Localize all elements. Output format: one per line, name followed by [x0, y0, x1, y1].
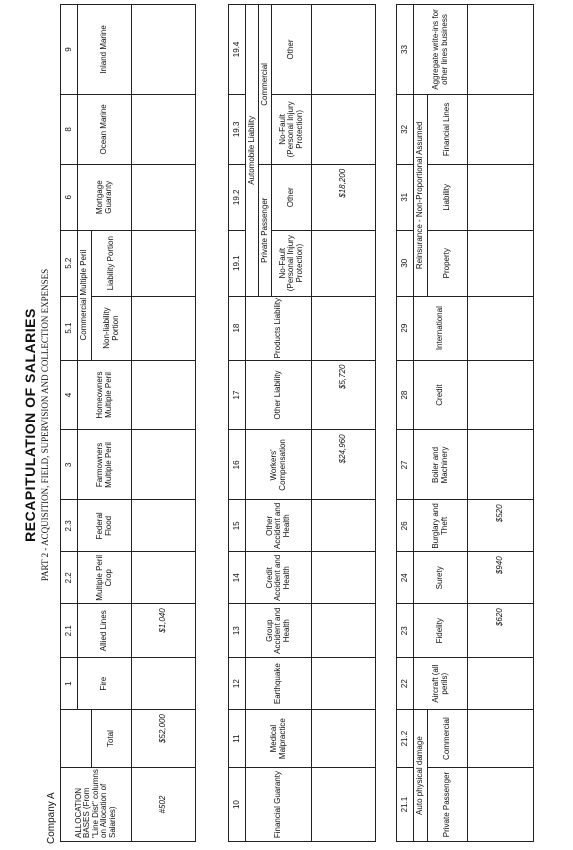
- products-liability-header: Products Liability: [246, 296, 312, 360]
- other-ah-header: Other Accident and Health: [246, 500, 312, 552]
- line-num: 24: [397, 552, 414, 604]
- other-liability-header: Other Liability: [246, 360, 312, 430]
- aircraft-header: Aircraft (all perils): [414, 658, 468, 710]
- commercial-header: Commercial: [259, 5, 272, 165]
- total-value: $52,000: [132, 710, 196, 768]
- line-num: 19.2: [229, 164, 246, 230]
- line-num: 11: [229, 710, 246, 768]
- cell: [468, 230, 534, 296]
- table-row: [468, 5, 534, 842]
- ocean-marine-header: Ocean Marine: [78, 94, 132, 164]
- cell: [312, 552, 376, 604]
- allocation-bases-header: ALLOCATION BASES (From "Line Dist" columns on Allocation of Salaries): [61, 768, 132, 842]
- line-num: 17: [229, 360, 246, 430]
- line-num: 13: [229, 604, 246, 658]
- no-fault-header: No-Fault (Personal Injury Protection): [272, 94, 312, 164]
- line-num: 2.1: [61, 604, 78, 658]
- line-num: 2.3: [61, 500, 78, 552]
- cell: [312, 710, 376, 768]
- medical-malpractice-header: Medical Malpractice: [246, 710, 312, 768]
- allied-lines-header: Allied Lines: [78, 604, 132, 658]
- cell: [132, 430, 196, 500]
- financial-lines-header: Financial Lines: [428, 94, 468, 164]
- cell: [312, 768, 376, 842]
- private-passenger-header: Private Passenger: [259, 164, 272, 296]
- line-num: 1: [61, 658, 78, 710]
- line-num: 5.1: [61, 296, 78, 360]
- mp-crop-header: Multiple Peril Crop: [78, 552, 132, 604]
- allied-value: $1,040: [132, 604, 196, 658]
- line-num: 5.2: [61, 230, 78, 296]
- aggregate-header: Aggregate write-ins for other lines business: [414, 5, 468, 95]
- international-header: International: [414, 296, 468, 360]
- total-header-blank: [61, 710, 92, 768]
- private-passenger-header: Private Passenger: [428, 768, 468, 842]
- group-ah-header: Group Accident and Health: [246, 604, 312, 658]
- cell: [312, 94, 376, 164]
- other-value: $18,200: [312, 164, 376, 230]
- line-num: 19.3: [229, 94, 246, 164]
- workers-comp-header: Workers' Compensation: [246, 430, 312, 500]
- liability-portion-header: Liability Portion: [92, 230, 132, 296]
- line-num: 31: [397, 164, 414, 230]
- cell: [132, 5, 196, 95]
- line-num: 19.4: [229, 5, 246, 95]
- property-header: Property: [428, 230, 468, 296]
- table-row: [246, 5, 259, 842]
- line-num: 21.1: [397, 768, 414, 842]
- cell: [312, 658, 376, 710]
- cell: [132, 164, 196, 230]
- line-num: 32: [397, 94, 414, 164]
- cell: [468, 360, 534, 430]
- credit-header: Credit: [414, 360, 468, 430]
- cell: [468, 164, 534, 230]
- liability-header: Liability: [428, 164, 468, 230]
- cell: [468, 5, 534, 95]
- cell: [468, 710, 534, 768]
- line-num: 15: [229, 500, 246, 552]
- line-num: 2.2: [61, 552, 78, 604]
- line-num: 4: [61, 360, 78, 430]
- other-header: Other: [272, 164, 312, 230]
- no-fault-header: No-Fault (Personal Injury Protection): [272, 230, 312, 296]
- homeowners-header: Homeowners Multiple Peril: [78, 360, 132, 430]
- auto-liability-header: Automobile Liability: [246, 5, 259, 297]
- line-num: 33: [397, 5, 414, 95]
- cell: [132, 552, 196, 604]
- table-row: [397, 5, 414, 842]
- table-lines-1: [60, 4, 196, 842]
- farmowners-header: Farmowners Multiple Peril: [78, 430, 132, 500]
- line-num: 9: [61, 5, 78, 95]
- cell: [312, 296, 376, 360]
- cell: [468, 658, 534, 710]
- cmp-group-header: Commercial Multiple Peril: [78, 230, 92, 360]
- credit-ah-header: Credit Accident and Health: [246, 552, 312, 604]
- auto-physical-damage-header: Auto physical damage: [414, 710, 428, 842]
- cell: [132, 658, 196, 710]
- commercial-header: Commercial: [428, 710, 468, 768]
- mortgage-header: Mortgage Guaranty: [78, 164, 132, 230]
- line-num: 8: [61, 94, 78, 164]
- cell: [132, 94, 196, 164]
- line-num: 30: [397, 230, 414, 296]
- line-num: 6: [61, 164, 78, 230]
- page-subtitle: PART 2 - ACQUISITION, FIELD, SUPERVISION AND COLLECTION EXPENSES: [40, 268, 50, 582]
- line-num: 10: [229, 768, 246, 842]
- line-num: 21.2: [397, 710, 414, 768]
- non-liability-header: Non-liability Portion: [92, 296, 132, 360]
- boiler-header: Boiler and Machinery: [414, 430, 468, 500]
- cell: [312, 5, 376, 95]
- line-num: 18: [229, 296, 246, 360]
- table-row: [132, 5, 196, 842]
- table-row: [61, 5, 78, 842]
- page-title: RECAPITULATION OF SALARIES: [22, 308, 38, 542]
- reinsurance-header: Reinsurance - Non-Proportional Assumed: [414, 94, 428, 296]
- table-lines-3: [396, 4, 534, 842]
- cell: [132, 296, 196, 360]
- table-lines-2: [228, 4, 376, 842]
- workers-value: $24,960: [312, 430, 376, 500]
- company-label: Company A: [46, 792, 57, 844]
- line-num: 27: [397, 430, 414, 500]
- cell: [312, 230, 376, 296]
- cell: [468, 430, 534, 500]
- line-num: 14: [229, 552, 246, 604]
- surety-header: Surety: [414, 552, 468, 604]
- cell: [132, 230, 196, 296]
- other-liability-value: $5,720: [312, 360, 376, 430]
- line-num: 26: [397, 500, 414, 552]
- fire-header: Fire: [78, 658, 132, 710]
- line-num: 12: [229, 658, 246, 710]
- cell: [468, 296, 534, 360]
- line-num: 3: [61, 430, 78, 500]
- allocation-value: #502: [132, 768, 196, 842]
- cell: [132, 360, 196, 430]
- line-num: 22: [397, 658, 414, 710]
- fidelity-value: $620: [468, 604, 534, 658]
- surety-value: $940: [468, 552, 534, 604]
- line-num: 16: [229, 430, 246, 500]
- cell: [132, 500, 196, 552]
- burglary-header: Burglary and Theft: [414, 500, 468, 552]
- line-num: 23: [397, 604, 414, 658]
- financial-guaranty-header: Financial Guaranty: [246, 768, 312, 842]
- cell: [468, 768, 534, 842]
- cell: [312, 500, 376, 552]
- inland-marine-header: Inland Marine: [78, 5, 132, 95]
- burglary-value: $520: [468, 500, 534, 552]
- federal-flood-header: Federal Flood: [78, 500, 132, 552]
- other-header: Other: [272, 5, 312, 95]
- earthquake-header: Earthquake: [246, 658, 312, 710]
- table-row: [229, 5, 246, 842]
- table-row: [414, 5, 428, 842]
- total-header: Total: [92, 710, 132, 768]
- fidelity-header: Fidelity: [414, 604, 468, 658]
- line-num: 29: [397, 296, 414, 360]
- cell: [312, 604, 376, 658]
- line-num: 28: [397, 360, 414, 430]
- line-num: 19.1: [229, 230, 246, 296]
- table-row: [312, 5, 376, 842]
- cell: [468, 94, 534, 164]
